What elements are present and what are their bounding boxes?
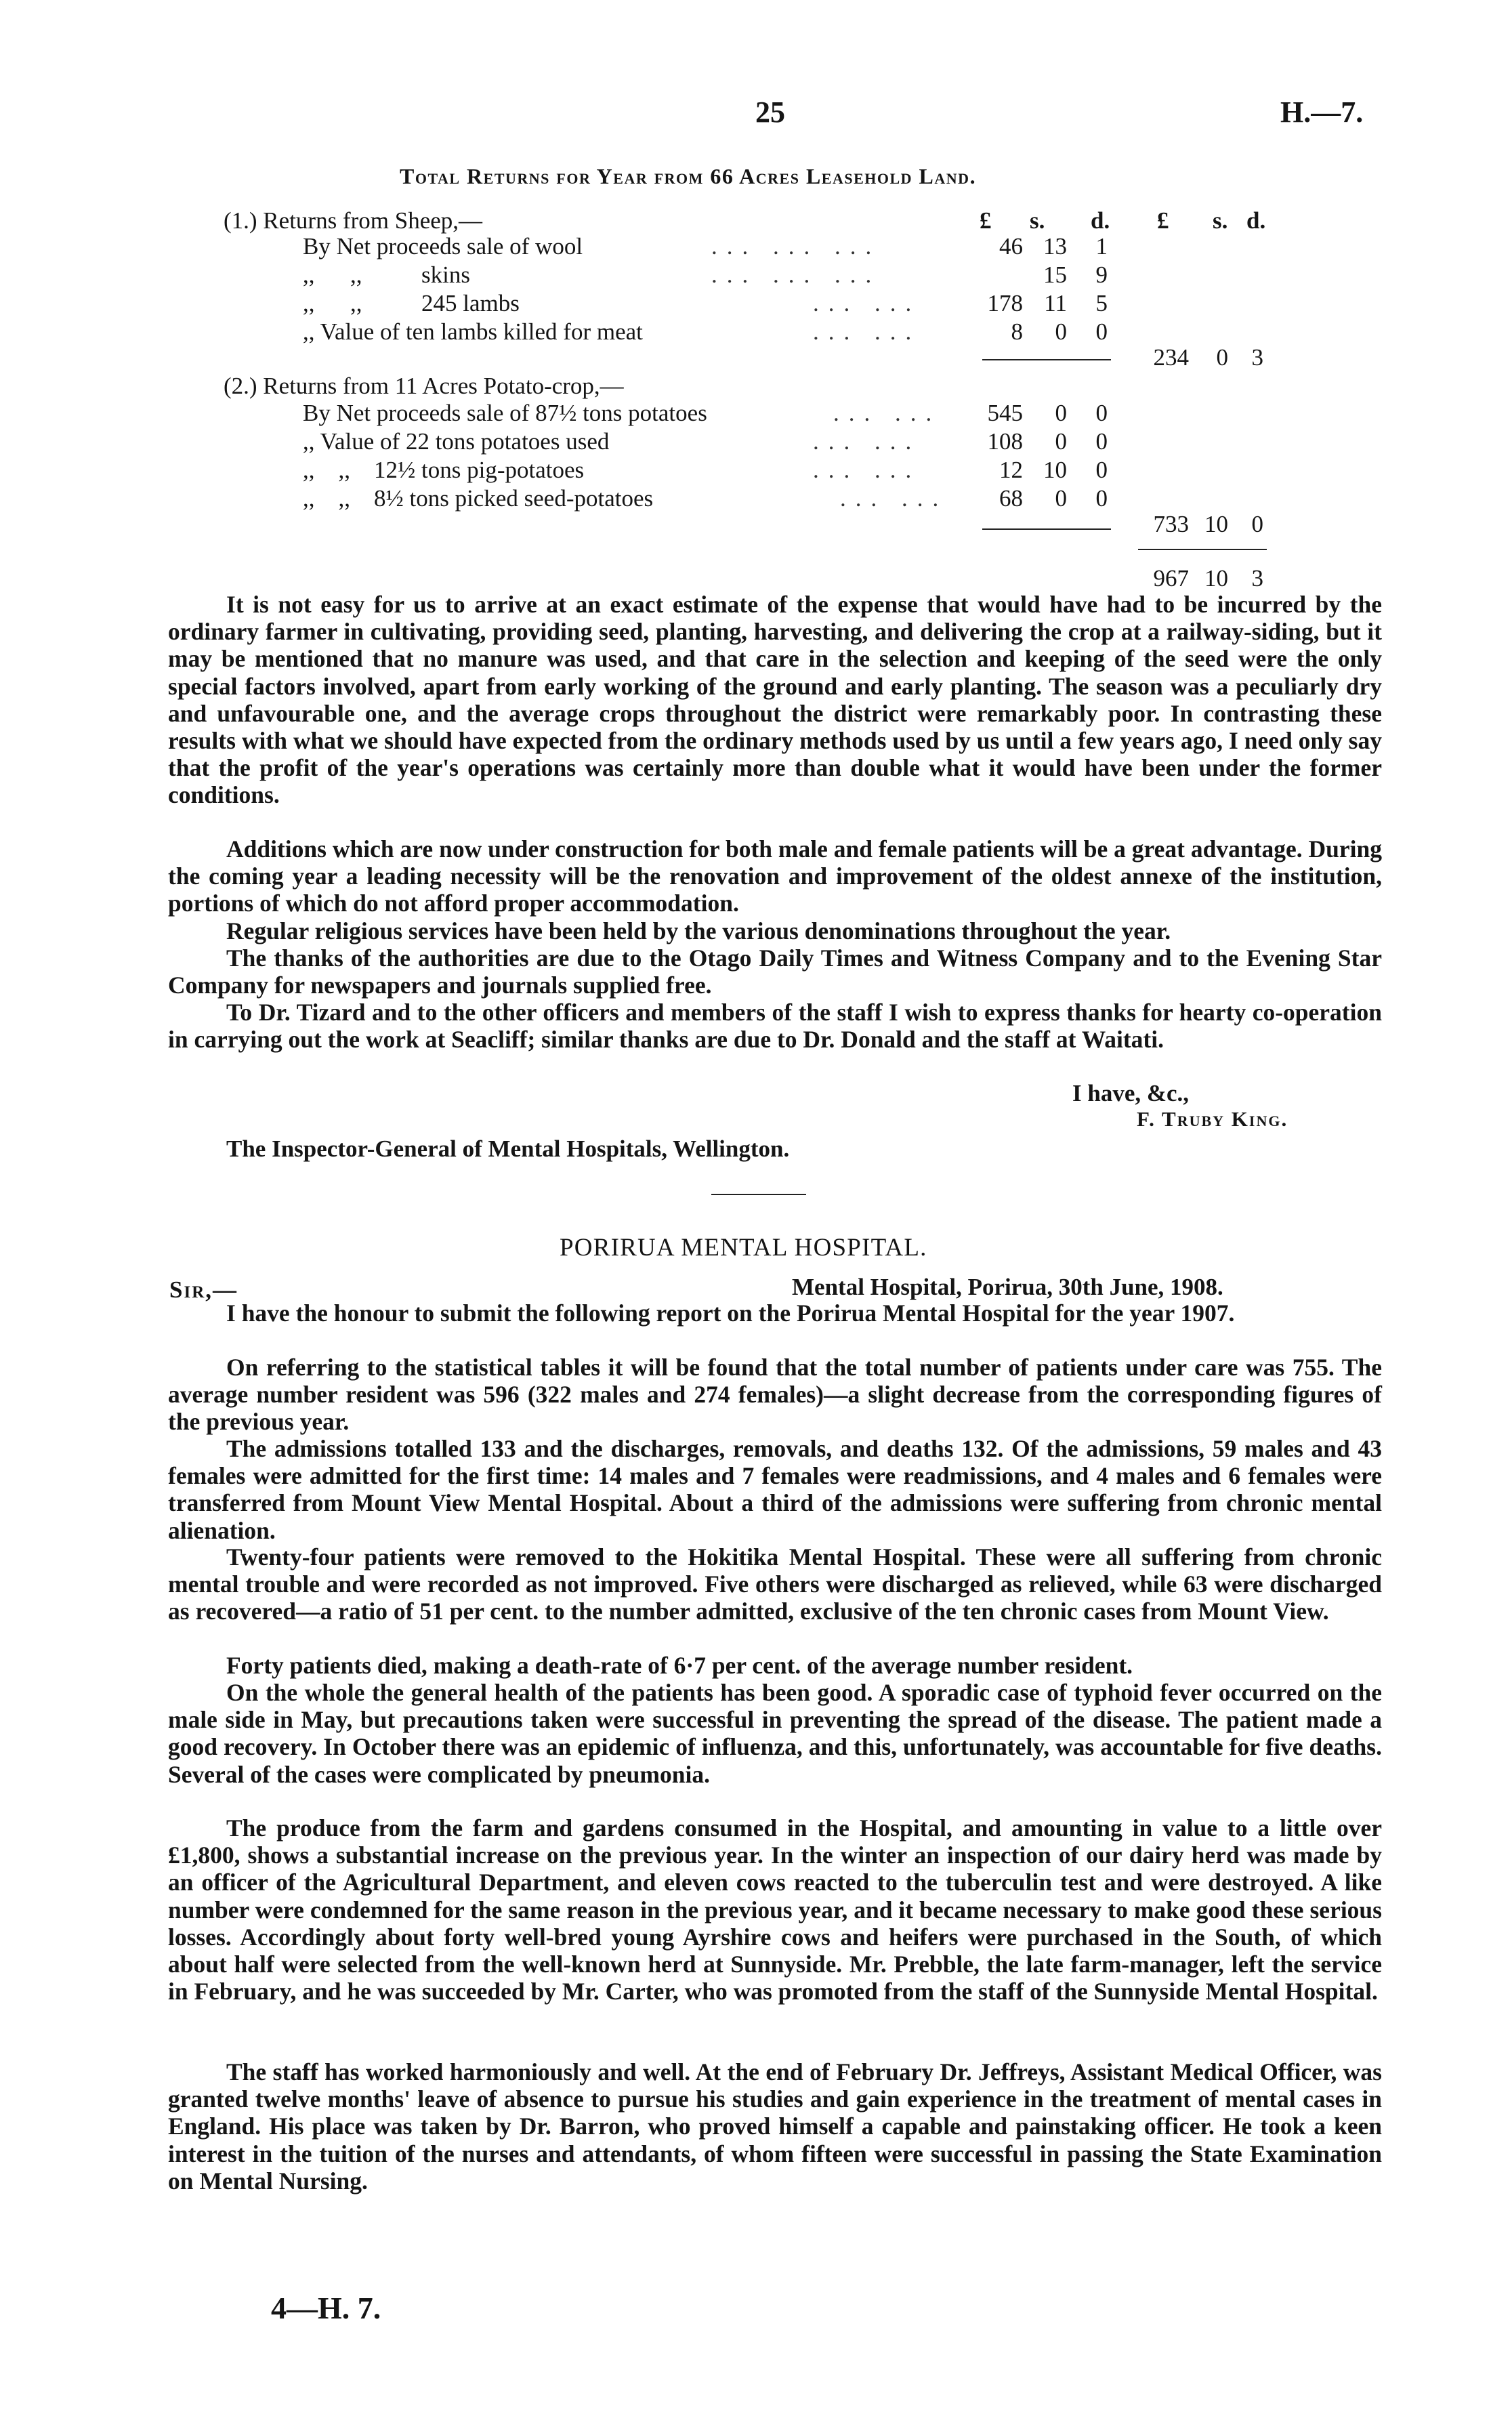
table-row [0, 260, 1512, 290]
shillings-value: 0 [1055, 318, 1067, 345]
leader-dots: ... ... [813, 290, 921, 316]
pounds-grand-total: 967 [1153, 565, 1189, 591]
leader-dots: ... ... ... [711, 233, 881, 259]
pounds-value: 8 [1011, 318, 1023, 345]
row-label: ,, Value of 22 tons potatoes used [303, 428, 610, 455]
pence-value: 0 [1095, 400, 1108, 426]
table-row [0, 398, 1512, 428]
section-divider [711, 1194, 806, 1195]
report-paragraph: To Dr. Tizard and to the other officers and members of the staff I wish to express thanks for hearty co-operation in carrying out the work at Seacliff; similar thanks are due to Dr. Donald and the staff at Waitati. [168, 999, 1382, 1054]
shillings-total: 0 [1216, 344, 1228, 371]
grand-total-rule [1138, 549, 1267, 550]
leader-dots: ... ... ... [711, 262, 881, 288]
section2-heading: (2.) Returns from 11 Acres Potato-crop,— [224, 373, 624, 399]
report-paragraph: It is not easy for us to arrive at an exact estimate of the expense that would have had to be incurred by the ordinary farmer in cultivating, providing seed, planting, harvesting, and delivering the crop at a railway-siding, but it may be mentioned that no manure was used, and that care in the selection and keeping of the seed were the only special factors involved, apart from early working of the ground and early planting. The season was a peculiarly dry and unfavourable one, and the average crops throughout the district were remarkably poor. In contrasting these results with what we should have expected from the ordinary methods used by us until a few years ago, I need only say that the profit of the year's operations was certainly more than double what it would have been under the former conditions. [168, 591, 1382, 809]
report-paragraph: The admissions totalled 133 and the discharges, removals, and deaths 132. Of the admissions, 59 males and 43 females were admitted for the first time: 14 males and 7 females were readmissions, and 4 males and 6 females were transferred from Mount View Mental Hospital. About a third of the admissions were suffering from chronic mental alienation. [168, 1435, 1382, 1544]
table-row [0, 289, 1512, 318]
report-paragraph: On referring to the statistical tables it will be found that the total number of patients under care was 755. The average number resident was 596 (322 males and 274 females)—a slight decrease from the corresponding figures of the previous year. [168, 1354, 1382, 1436]
table-row [0, 455, 1512, 485]
pence-value: 5 [1095, 290, 1108, 316]
shillings-value: 0 [1055, 400, 1067, 426]
addressee: The Inspector-General of Mental Hospitals, Wellington. [226, 1136, 790, 1162]
pounds-value: 545 [987, 400, 1023, 426]
pounds-value: 12 [999, 457, 1023, 483]
shillings-value: 0 [1055, 485, 1067, 512]
shillings-value: 13 [1043, 233, 1067, 259]
col-pounds-1: £ [980, 207, 992, 234]
pounds-value: 178 [987, 290, 1023, 316]
report-paragraph: I have the honour to submit the following report on the Porirua Mental Hospital for the year 1907. [226, 1299, 1235, 1327]
row-label: ,, ,, 8½ tons picked seed-potatoes [303, 485, 654, 512]
salutation: Sir,— [169, 1276, 238, 1303]
row-label: ,, ,, skins [303, 262, 470, 288]
leader-dots: ... ... [813, 457, 921, 483]
report-paragraph: The produce from the farm and gardens consumed in the Hospital, and amounting in value to a little over £1,800, shows a substantial increase on the previous year. In the winter an inspection of our dairy herd was made by an officer of the Agricultural Department, and eleven cows reacted to the tuberculin test and were destroyed. A like number were condemned for the same reason in the previous year, and it became necessary to make good these serious losses. Accordingly about forty well-bred young Ayrshire cows and heifers were purchased in the South, of which about half were selected from the well-known herd at Sunnyside. Mr. Prebble, the late farm-manager, left the service in February, and he was succeeded by Mr. Carter, who was promoted from the staff of the Sunnyside Mental Hospital. [168, 1814, 1382, 2005]
dateline: Mental Hospital, Porirua, 30th June, 1908. [792, 1274, 1223, 1300]
signature-mark: 4—H. 7. [271, 2291, 381, 2325]
pounds-value: 108 [987, 428, 1023, 455]
returns-table-title: Total Returns for Year from 66 Acres Leasehold Land. [400, 164, 977, 188]
shillings-total: 10 [1204, 511, 1228, 537]
col-shillings-1: s. [1030, 207, 1045, 234]
pence-grand-total: 3 [1251, 565, 1263, 591]
shillings-value: 0 [1055, 428, 1067, 455]
pounds-total: 234 [1153, 344, 1189, 371]
shillings-value: 15 [1043, 262, 1067, 288]
section-heading: PORIRUA MENTAL HOSPITAL. [560, 1234, 927, 1262]
shillings-grand-total: 10 [1204, 565, 1228, 591]
document-reference: H.—7. [1280, 96, 1364, 129]
report-paragraph: The thanks of the authorities are due to the Otago Daily Times and Witness Company and to the Evening Star Company for newspapers and journals supplied free. [168, 944, 1382, 999]
row-label: ,, ,, 12½ tons pig-potatoes [303, 457, 585, 483]
leader-dots: ... ... [813, 318, 921, 345]
pence-value: 1 [1095, 233, 1108, 259]
pence-value: 0 [1095, 428, 1108, 455]
col-pounds-2: £ [1157, 207, 1169, 234]
pence-value: 0 [1095, 318, 1108, 345]
leader-dots: ... ... [840, 485, 948, 512]
row-label: ,, Value of ten lambs killed for meat [303, 318, 643, 345]
table-row-subtotal [0, 343, 1512, 373]
pence-value: 0 [1095, 485, 1108, 512]
col-shillings-2: s. [1213, 207, 1228, 234]
page-number: 25 [755, 96, 785, 129]
col-pence-1: d. [1091, 207, 1110, 234]
table-section-row [0, 371, 1512, 401]
report-paragraph: Forty patients died, making a death-rate of 6·7 per cent. of the average number resident. [226, 1652, 1133, 1679]
table-row-subtotal [0, 510, 1512, 539]
pence-total: 0 [1251, 511, 1263, 537]
shillings-value: 11 [1044, 290, 1067, 316]
leader-dots: ... ... [813, 428, 921, 455]
leader-dots: ... ... [833, 400, 942, 426]
report-paragraph: Twenty-four patients were removed to the Hokitika Mental Hospital. These were all suffering from chronic mental trouble and were recorded as not improved. Five others were discharged as relieved, while 63 were discharged as recovered—a ratio of 51 per cent. to the number admitted, exclusive of the ten chronic cases from Mount View. [168, 1543, 1382, 1625]
row-label: ,, ,, 245 lambs [303, 290, 520, 316]
closing-phrase: I have, &c., [1072, 1080, 1190, 1106]
pounds-value: 46 [999, 233, 1023, 259]
pounds-value: 68 [999, 485, 1023, 512]
row-label: By Net proceeds sale of wool [303, 233, 583, 259]
table-row [0, 232, 1512, 262]
table-row [0, 427, 1512, 457]
signature: F. Truby King. [1137, 1107, 1288, 1131]
shillings-value: 10 [1043, 457, 1067, 483]
section1-heading: (1.) Returns from Sheep,— [224, 207, 483, 234]
col-pence-2: d. [1246, 207, 1266, 234]
pence-total: 3 [1251, 344, 1263, 371]
report-paragraph: Regular religious services have been held by the various denominations throughout the year. [226, 917, 1171, 944]
report-paragraph: Additions which are now under construction for both male and female patients will be a great advantage. During the coming year a leading necessity will be the renovation and improvement of the oldest annexe of the institution, portions of which do not afford proper accommodation. [168, 835, 1382, 917]
pence-value: 9 [1095, 262, 1108, 288]
table-row-grand-total [0, 564, 1512, 594]
pence-value: 0 [1095, 457, 1108, 483]
pounds-total: 733 [1153, 511, 1189, 537]
row-label: By Net proceeds sale of 87½ tons potatoes [303, 400, 707, 426]
report-paragraph: The staff has worked harmoniously and well. At the end of February Dr. Jeffreys, Assistant Medical Officer, was granted twelve months' leave of absence to pursue his studies and gain experience in the treatment of mental cases in England. His place was taken by Dr. Barron, who proved himself a capable and painstaking officer. He took a keen interest in the tuition of the nurses and attendants, of whom fifteen were successful in passing the State Examination on Mental Nursing. [168, 2058, 1382, 2195]
report-paragraph: On the whole the general health of the patients has been good. A sporadic case of typhoid fever occurred on the male side in May, but precautions taken were successful in preventing the spread of the disease. The patient made a good recovery. In October there was an epidemic of influenza, and this, unfortunately, was accountable for five deaths. Several of the cases were complicated by pneumonia. [168, 1679, 1382, 1788]
